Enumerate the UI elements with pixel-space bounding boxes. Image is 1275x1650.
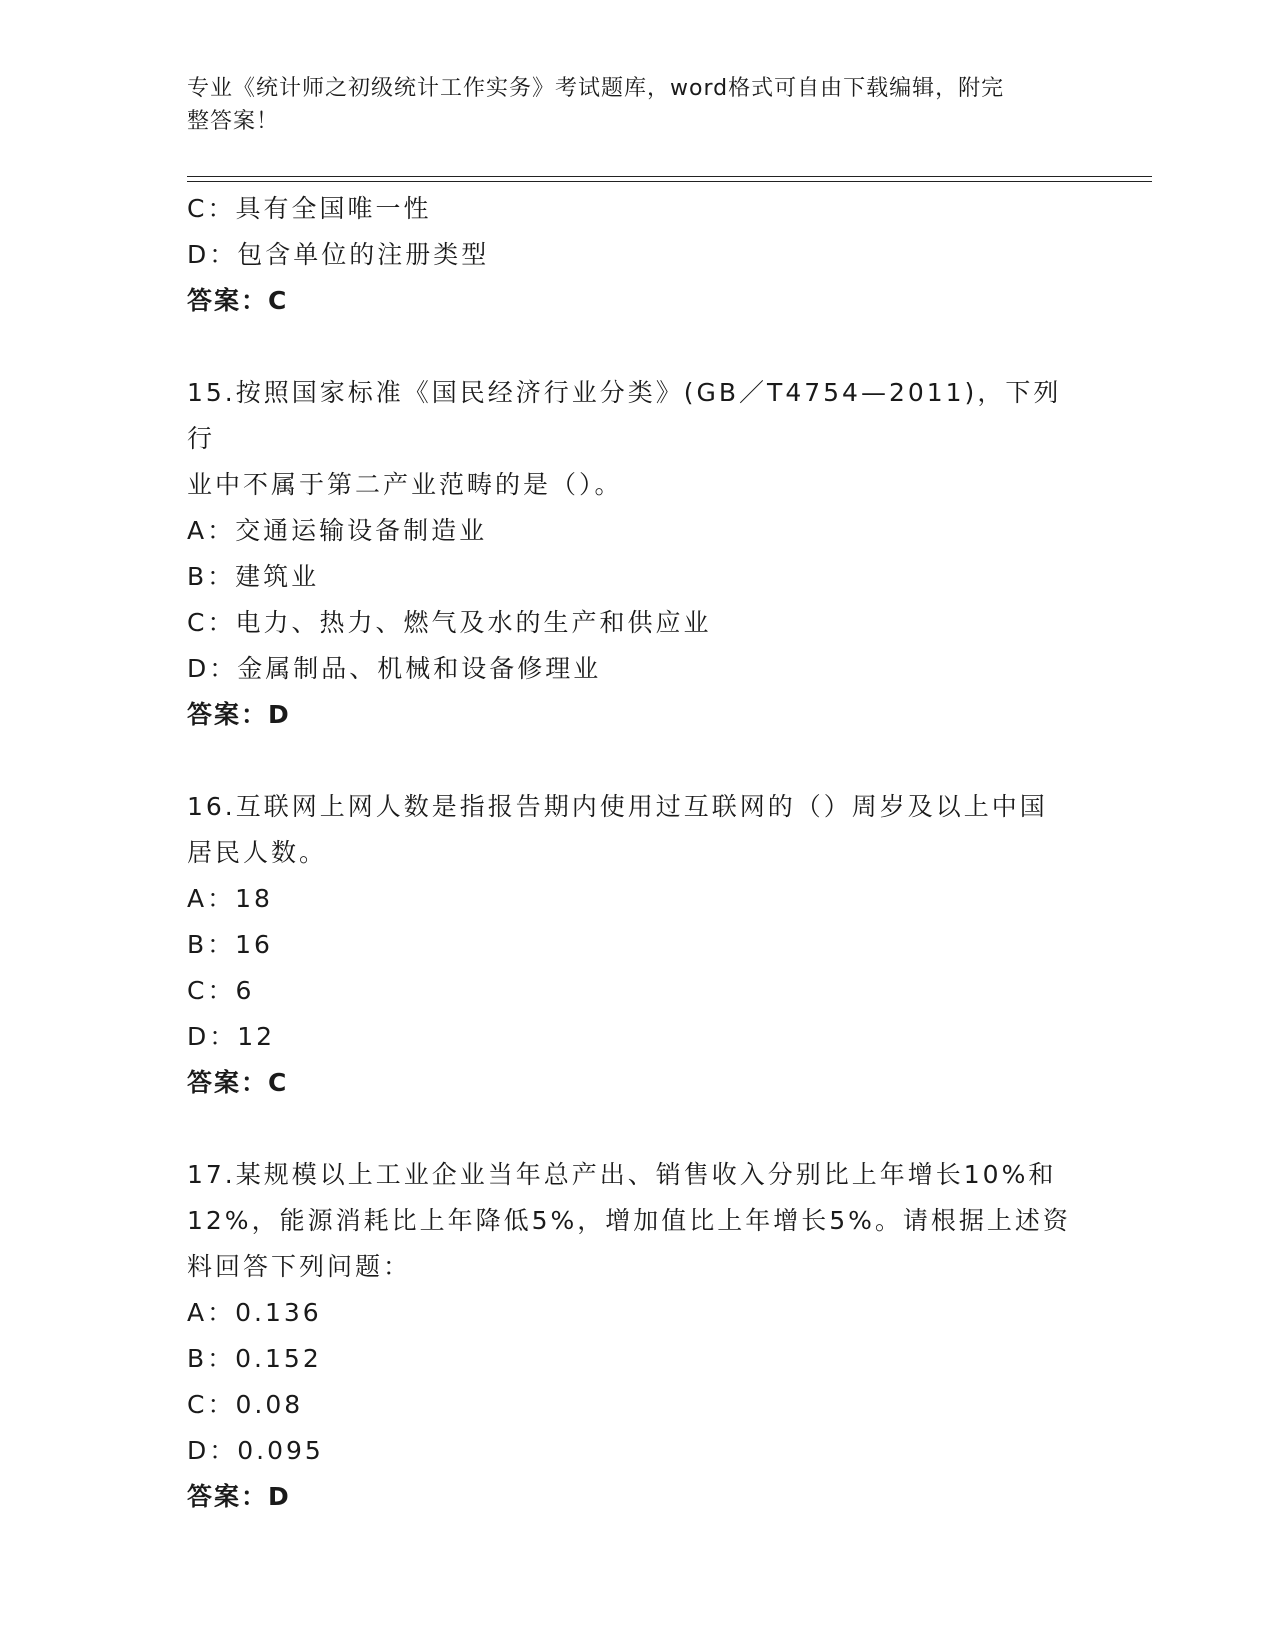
option-key: D：: [187, 1022, 238, 1051]
option-text: 12: [237, 1022, 276, 1051]
option-c: [187, 186, 1087, 232]
answer-line: 答案：C: [187, 286, 289, 315]
option-a: [187, 876, 1087, 922]
answer-line: 答案：C: [187, 1068, 289, 1097]
option-text: 6: [235, 976, 255, 1005]
header-divider-bottom: [187, 181, 1152, 182]
question-text-line-2: 居民人数。: [187, 838, 328, 867]
option-a: [187, 1290, 1087, 1336]
header-divider-top: [187, 176, 1152, 177]
question-16: [187, 784, 1087, 1106]
option-text: 金属制品、机械和设备修理业: [237, 654, 602, 683]
option-c: [187, 968, 1087, 1014]
option-b: [187, 554, 1087, 600]
option-c: [187, 1382, 1087, 1428]
answer-line: 答案：D: [187, 700, 291, 729]
question-text-line-2: 12%，能源消耗比上年降低5%，增加值比上年增长5%。请根据上述资: [187, 1206, 1071, 1235]
option-d: [187, 646, 1087, 692]
option-text: 16: [235, 930, 273, 959]
option-a: [187, 508, 1087, 554]
option-text: 18: [235, 884, 273, 913]
option-key: C：: [187, 194, 236, 223]
option-text: 0.136: [235, 1298, 322, 1327]
option-text: 包含单位的注册类型: [237, 240, 490, 269]
option-d: [187, 1428, 1087, 1474]
option-b: [187, 1336, 1087, 1382]
question-text-line-2: 业中不属于第二产业范畴的是（）。: [187, 470, 623, 499]
question-text: [187, 370, 1087, 508]
option-key: B：: [187, 1344, 236, 1373]
option-key: A：: [187, 1298, 236, 1327]
question-text-line-3: 料回答下列问题：: [187, 1252, 412, 1281]
answer-line: 答案：D: [187, 1482, 291, 1511]
option-key: D：: [187, 240, 238, 269]
question-text: [187, 784, 1087, 876]
spacer: [187, 324, 1087, 370]
option-key: D：: [187, 654, 238, 683]
question-content: [187, 186, 1087, 1520]
option-text: 电力、热力、燃气及水的生产和供应业: [235, 608, 712, 637]
question-number: 17.: [187, 1160, 236, 1189]
option-text: 建筑业: [235, 562, 320, 591]
question-text-line-1: 按照国家标准《国民经济行业分类》(GB／T4754—2011)，下列行: [187, 378, 1062, 453]
option-key: B：: [187, 562, 236, 591]
question-text-line-1: 某规模以上工业企业当年总产出、销售收入分别比上年增长10%和: [235, 1160, 1057, 1189]
document-header: [187, 72, 1067, 138]
option-key: C：: [187, 608, 236, 637]
option-key: B：: [187, 930, 236, 959]
option-c: [187, 600, 1087, 646]
header-text-line-1: 专业《统计师之初级统计工作实务》考试题库，word格式可自由下载编辑，附完: [187, 76, 1005, 101]
option-key: D：: [187, 1436, 238, 1465]
option-text: 0.095: [237, 1436, 324, 1465]
question-number: 15.: [187, 378, 236, 407]
question-text-line-1: 互联网上网人数是指报告期内使用过互联网的（）周岁及以上中国: [235, 792, 1048, 821]
option-text: 0.152: [235, 1344, 322, 1373]
option-text: 0.08: [235, 1390, 304, 1419]
option-text: 交通运输设备制造业: [235, 516, 488, 545]
option-key: C：: [187, 976, 236, 1005]
prev-question-block: [187, 186, 1087, 324]
option-d: [187, 1014, 1087, 1060]
option-text: 具有全国唯一性: [235, 194, 432, 223]
option-key: A：: [187, 884, 236, 913]
option-d: [187, 232, 1087, 278]
option-key: A：: [187, 516, 236, 545]
question-text: [187, 1152, 1087, 1290]
header-text-line-2: 整答案！: [187, 109, 280, 134]
question-number: 16.: [187, 792, 236, 821]
question-17: [187, 1152, 1087, 1520]
spacer: [187, 738, 1087, 784]
spacer: [187, 1106, 1087, 1152]
option-key: C：: [187, 1390, 236, 1419]
question-15: [187, 370, 1087, 738]
option-b: [187, 922, 1087, 968]
